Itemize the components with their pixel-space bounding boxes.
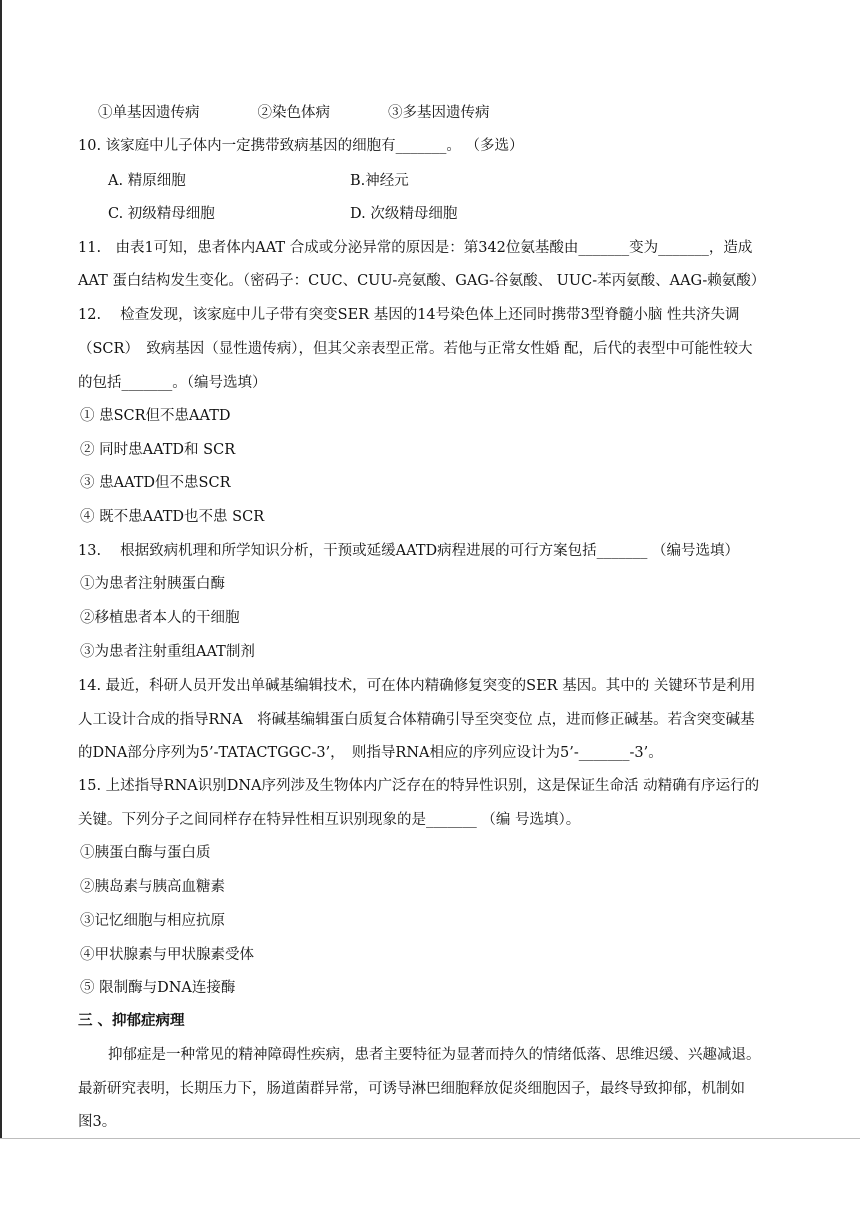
q10-option-c: C. 初级精母细胞 [108,206,215,222]
q12-option-2: ② 同时患AATD和 SCR [80,442,236,458]
section-3-para-line2: 最新研究表明，长期压力下，肠道菌群异常，可诱导淋巴细胞释放促炎细胞因子，最终导致抑郁，机制如 [78,1081,745,1097]
q15-stem-line2: 关键。下列分子之间同样存在特异性相互识别现象的是_______ （编 号选填）。 [78,812,581,828]
q11-stem-line1: 11. 由表1可知，患者体内AAT 合成或分泌异常的原因是：第342位氨基酸由_______变为_______，造成 [78,240,753,256]
q15-stem-line1: 15. 上述指导RNA识别DNA序列涉及生物体内广泛存在的特异性识别，这是保证生命活 动精确有序运行的 [78,778,760,794]
q15-option-2: ②胰岛素与胰高血糖素 [80,879,225,895]
q10-option-b: B.神经元 [350,173,409,189]
q14-stem-line1: 14. 最近，科研人员开发出单碱基编辑技术，可在体内精确修复突变的SER 基因。其中的 关键环节是利用 [78,678,756,694]
q12-stem-line2: （SCR） 致病基因（显性遗传病），但其父亲表型正常。若他与正常女性婚 配，后代的表型中可能性较大 [78,341,753,357]
q13-option-1: ①为患者注射胰蛋白酶 [80,576,225,592]
page-bottom-edge [0,1138,860,1139]
q13-option-3: ③为患者注射重组AAT制剂 [80,644,255,660]
q10-option-a: A. 精原细胞 [108,173,186,189]
q14-stem-line3: 的DNA部分序列为5’-TATACTGGC-3’， 则指导RNA相应的序列应设计为5’-_______-3’。 [78,745,663,761]
q13-stem: 13. 根据致病机理和所学知识分析，干预或延缓AATD病程进展的可行方案包括_______ （编号选填） [78,543,739,559]
q12-stem-line1: 12. 检查发现，该家庭中儿子带有突变SER 基因的14号染色体上还同时携带3型脊髓小脑 性共济失调 [78,307,740,323]
q12-option-1: ① 患SCR但不患AATD [80,408,231,424]
q9-options: ①单基因遗传病 ②染色体病 ③多基因遗传病 [98,105,490,121]
section-3-para-line1: 抑郁症是一种常见的精神障碍性疾病，患者主要特征为显著而持久的情绪低落、思维迟缓、兴趣减退。 [108,1047,761,1063]
page-left-border [0,0,2,1138]
q15-option-4: ④甲状腺素与甲状腺素受体 [80,947,254,963]
q15-option-3: ③记忆细胞与相应抗原 [80,913,225,929]
q10-stem: 10. 该家庭中儿子体内一定携带致病基因的细胞有_______。 （多选） [78,138,524,154]
q12-option-3: ③ 患AATD但不患SCR [80,475,231,491]
section-3-para-line3: 图3。 [78,1114,117,1130]
q13-option-2: ②移植患者本人的干细胞 [80,610,240,626]
q15-option-1: ①胰蛋白酶与蛋白质 [80,845,211,861]
q12-stem-line3: 的包括_______。（编号选填） [78,375,267,391]
q14-stem-line2: 人工设计合成的指导RNA 将碱基编辑蛋白质复合体精确引导至突变位 点，进而修正碱基。若含突变碱基 [78,712,755,728]
q11-stem-line2: AAT 蛋白结构发生变化。（密码子：CUC、CUU-亮氨酸、GAG-谷氨酸、 UUC-苯丙氨酸、AAG-赖氨酸） [78,273,766,289]
q10-option-d: D. 次级精母细胞 [350,206,458,222]
q12-option-4: ④ 既不患AATD也不患 SCR [80,509,265,525]
q15-option-5: ⑤ 限制酶与DNA连接酶 [80,980,236,996]
section-3-heading: 三 、抑郁症病理 [78,1012,185,1029]
